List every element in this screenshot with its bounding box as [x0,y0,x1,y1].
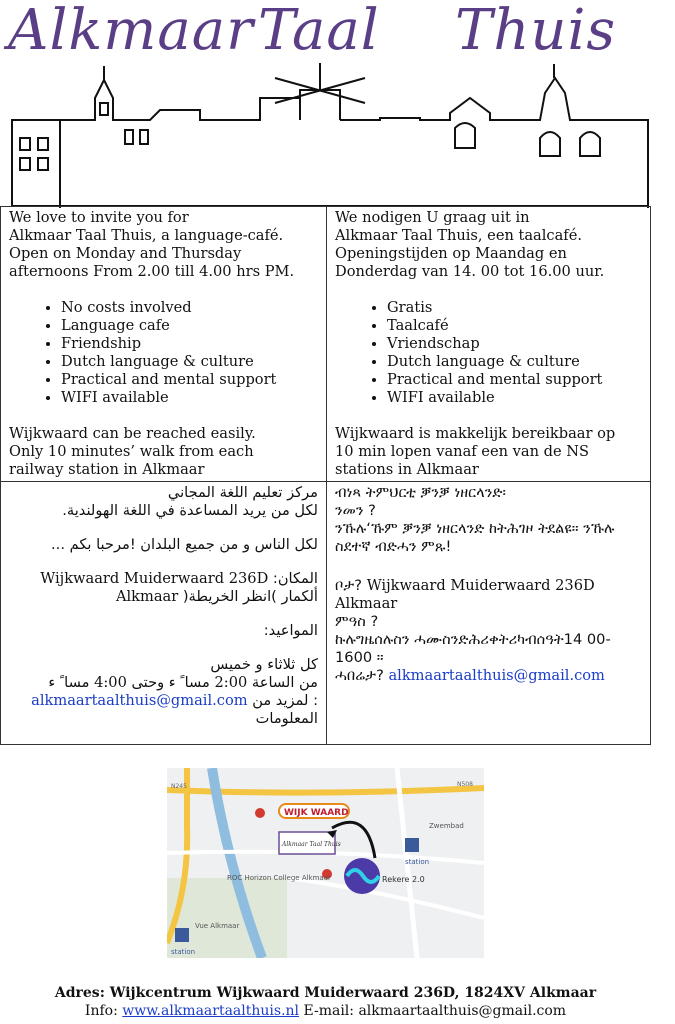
title-word-2: Taal [258,0,380,63]
arabic-place-value: Wijkwaard Muiderwaard 236D [40,570,269,587]
english-intro-4: afternoons From 2.00 till 4.00 hrs PM. [9,263,295,280]
english-reach-1: Wijkwaard can be reached easily. [9,425,256,442]
title-word-3: Thuis [455,0,617,63]
footer-info-label: Info: [84,1003,118,1019]
map-label-rekere: Rekere 2.0 [382,875,425,884]
list-item: • WIFI available [61,389,318,407]
tigrinya-line-1: ብነጻ ትምህርቲ ቓንቓ ነዘርላንድ፡ [335,484,506,501]
arabic-place-city: Alkmaar [115,588,179,605]
dutch-reach-2: 10 min lopen vanaf een van de NS [335,443,589,460]
list-item: • Friendship [61,335,318,353]
location-map[interactable] [167,768,484,958]
list-item: • WIFI available [387,389,642,407]
map-label-station: station [171,948,196,956]
arabic-line-1: مركز تعليم اللغة المجاني [167,484,318,501]
dutch-feature-list [335,299,642,407]
list-item: • No costs involved [61,299,318,317]
arabic-line-2: لكل من يريد المساعدة في اللغة الهولندية. [62,502,318,519]
footer [0,984,651,1020]
dutch-reach-1: Wijkwaard is makkelijk bereikbaar op [335,425,616,442]
dutch-intro-2: Alkmaar Taal Thuis, een taalcafé. [335,227,582,244]
tigrinya-place-label: ቦታ? [335,577,363,594]
alkmaar-skyline-illustration [0,58,675,208]
english-intro-1: We love to invite you for [9,209,189,226]
map-label-vue: Vue Alkmaar [195,922,240,930]
list-item: • Dutch language & culture [61,353,318,371]
map-label-n245: N245 [171,783,187,790]
list-item: • Gratis [387,299,642,317]
english-intro-2: Alkmaar Taal Thuis, a language-café. [9,227,284,244]
arabic-time-prefix: من الساعة [251,674,318,691]
list-item: • Vriendschap [387,335,642,353]
map-label-taal-thuis: Alkmaar Taal Thuis [282,841,341,848]
arabic-place-city-ar: ألكمار )انظر الخريطة( [182,588,318,605]
english-feature-list [9,299,318,407]
arabic-dates-label: المواعيد: [263,622,318,639]
tigrinya-place-value: Wijkwaard Muiderwaard 236D [366,577,595,594]
dutch-intro-1: We nodigen U graag uit in [335,209,530,226]
footer-email-label: E-mail: [303,1003,354,1019]
dutch-intro-3: Openingstijden op Maandag en [335,245,567,262]
english-reach-3: railway station in Alkmaar [9,461,205,478]
arabic-line-3: لكل الناس و من جميع البلدان !مرحبا بكم ... [51,536,318,553]
arabic-time-end: 4:00 [94,674,127,691]
arabic-more-info-2: المعلومات [255,710,318,727]
tigrinya-line-2: ንመን ? [335,502,376,519]
dutch-intro-4: Donderdag van 14. 00 tot 16.00 uur. [335,263,605,280]
tigrinya-when-value-2: 1600 ። [335,649,384,666]
title-word-1: Alkmaar [8,0,254,63]
arabic-time-suffix: مسا ً ء [48,674,90,691]
tigrinya-email-link[interactable]: alkmaartaalthuis@gmail.com [388,667,605,684]
tigrinya-place-city: Alkmaar [335,595,398,612]
map-pin-icon [255,808,265,818]
train-station-icon [175,928,189,942]
english-intro-3: Open on Monday and Thursday [9,245,242,262]
english-section [1,207,327,482]
footer-info [0,1002,651,1020]
list-item: • Language cafe [61,317,318,335]
tigrinya-when-label: ምዓስ ? [335,613,379,630]
list-item: • Taalcafé [387,317,642,335]
map-label-n508: N508 [457,781,473,788]
train-station-icon [405,838,419,852]
tigrinya-line-3: ንኹሉ‘ኹም ቓንቓ ነዘርላንድ ከትሕገዞ ትደልዩ። ንኹሉ [335,520,615,537]
english-reach-2: Only 10 minutes’ walk from each [9,443,254,460]
map-label-station: station [405,858,430,866]
list-item: • Practical and mental support [387,371,642,389]
dutch-reach-3: stations in Alkmaar [335,461,479,478]
arabic-days: كل ثلاثاء و خميس [210,656,318,673]
map-label-zwembad: Zwembad [429,822,464,830]
tigrinya-section [327,482,651,745]
list-item: • Dutch language & culture [387,353,642,371]
arabic-email-link[interactable]: alkmaartaalthuis@gmail.com [31,692,248,709]
tigrinya-contact-label: ሓበሬታ? [335,667,384,684]
info-table [0,206,651,745]
tigrinya-line-4: ስደተኛ ብድሓን ምጹ! [335,538,452,555]
map-label-roc: ROC Horizon College Alkmaar [227,874,331,882]
page-title [0,0,675,62]
list-item: • Practical and mental support [61,371,318,389]
map-graphic [167,768,484,958]
footer-address: Adres: Wijkcentrum Wijkwaard Muiderwaard 236D, 1824XV Alkmaar [54,985,597,1001]
arabic-place-label: المكان: [272,570,318,587]
arabic-more-info: : لمزيد من [252,692,318,709]
arabic-time-start: 2:00 [214,674,248,691]
arabic-section [1,482,327,745]
dutch-section [327,207,651,482]
map-label-wijkwaard: WIJK WAARD [284,808,349,818]
footer-email[interactable]: alkmaartaalthuis@gmail.com [358,1003,567,1019]
arabic-time-mid: مسا ً ء وحتى [131,674,210,691]
footer-website-link[interactable]: www.alkmaartaalthuis.nl [122,1003,300,1019]
tigrinya-when-value: ኩሉግዜሰሉስን ሓሙስንድሕሪቀትሪካብሰዓት14 00- [335,631,611,648]
